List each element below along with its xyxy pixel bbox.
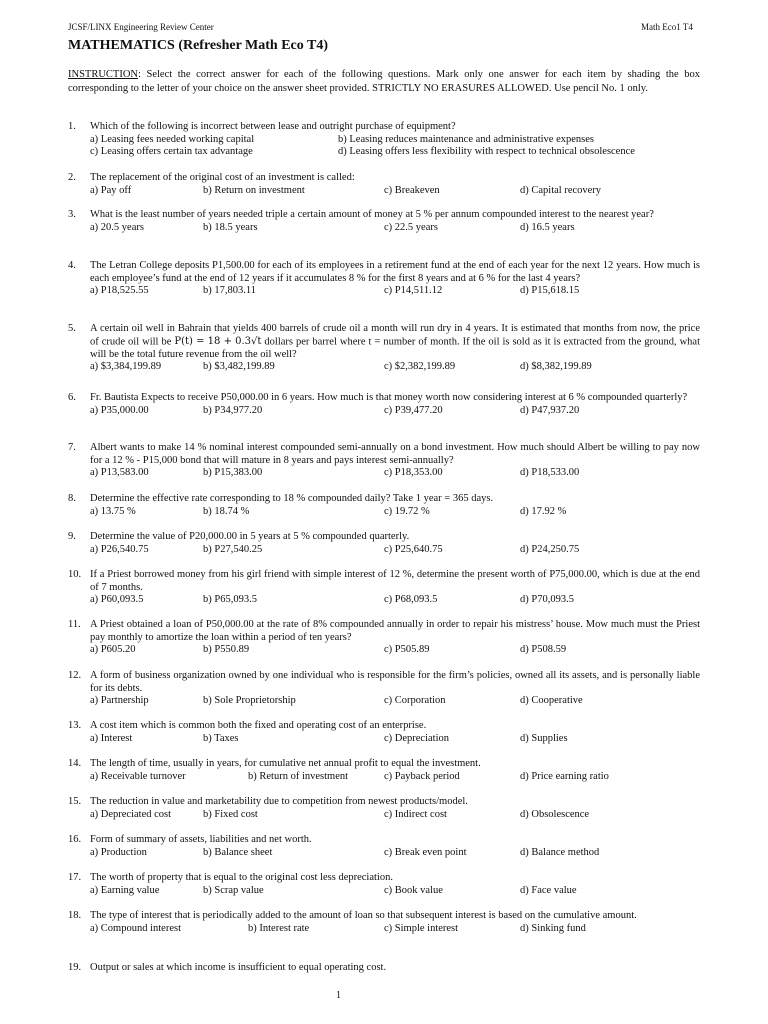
- option-c: c) 19.72 %: [384, 505, 430, 517]
- question-text: Albert wants to make 14 % nominal interest compounded semi-annually on a bond investment. How much should Albert be willing to pay now for a 12 % - P15,000 bond that will mature in 8 years and pays interest semi-annually?: [90, 442, 700, 466]
- question-text: The worth of property that is equal to the original cost less depreciation.: [90, 872, 393, 883]
- question-text: A form of business organization owned by one individual who is responsible for the firm’s policies, owned all its assets, and is personally liable for its debts.: [90, 670, 700, 694]
- question-number: 6.: [68, 392, 76, 403]
- question-2: [68, 172, 700, 197]
- question-number: 7.: [68, 442, 76, 453]
- option-d: d) Sinking fund: [520, 922, 586, 934]
- option-b: b) P34,977.20: [203, 404, 263, 416]
- question-number: 16.: [68, 834, 82, 845]
- option-c: c) 22.5 years: [384, 221, 438, 233]
- page-number: 1: [336, 990, 341, 1001]
- option-b: b) P550.89: [203, 644, 250, 655]
- option-d: d) Leasing offers less flexibility with respect to technical obsolescence: [338, 146, 635, 157]
- option-d: d) P70,093.5: [520, 594, 574, 605]
- question-text: The length of time, usually in years, for cumulative net annual profit to equal the investment.: [90, 758, 481, 769]
- question-14: [68, 758, 700, 783]
- option-c: c) P14,511.12: [384, 285, 443, 296]
- option-d: d) Cooperative: [520, 695, 583, 706]
- option-c: c) Breakeven: [384, 184, 440, 196]
- question-number: 8.: [68, 493, 76, 504]
- option-c: c) P505.89: [384, 644, 430, 655]
- question-text: The type of interest that is periodically added to the amount of loan so that subsequent interest is based on the cumulative amount.: [90, 910, 637, 921]
- question-text: Determine the value of P20,000.00 in 5 years at 5 % compounded quarterly.: [90, 531, 410, 542]
- question-number: 4.: [68, 260, 76, 271]
- option-a: a) P35,000.00: [90, 404, 149, 416]
- option-b: b) Return of investment: [248, 770, 349, 782]
- option-d: d) Face value: [520, 884, 577, 896]
- question-text: A certain oil well in Bahrain that yields 400 barrels of crude oil a month will run dry in 4 years. It is estimated that months from now, the price of crude oil will be P(t) = 18 + 0.3√t dollars per barrel where t = number of month. If the oil is sold as it is extracted from the ground, what will be the total future revenue from the oil well?: [90, 323, 701, 360]
- question-3: [68, 209, 700, 234]
- option-c: c) Book value: [384, 884, 443, 896]
- option-c: c) P68,093.5: [384, 594, 438, 605]
- question-number: 9.: [68, 531, 76, 542]
- question-text: The replacement of the original cost of an investment is called:: [90, 172, 355, 183]
- instruction-label: INSTRUCTION: [68, 69, 138, 80]
- option-b: b) P15,383.00: [203, 467, 263, 478]
- option-d: d) Balance method: [520, 846, 600, 858]
- question-number: 11.: [68, 619, 81, 630]
- option-b: b) Balance sheet: [203, 846, 273, 858]
- option-b: b) Return on investment: [203, 184, 305, 196]
- page-title: MATHEMATICS (Refresher Math Eco T4): [68, 38, 329, 53]
- question-18: [68, 910, 700, 935]
- option-b: b) Scrap value: [203, 884, 264, 896]
- question-text: A cost item which is common both the fixed and operating cost of an enterprise.: [90, 720, 427, 731]
- option-a: a) P60,093.5: [90, 594, 144, 605]
- option-a: a) P26,540.75: [90, 543, 149, 555]
- header-right: Math Eco1 T4: [641, 22, 693, 32]
- option-c: c) $2,382,199.89: [384, 361, 456, 373]
- option-a: a) Partnership: [90, 695, 149, 706]
- question-8: [68, 493, 700, 518]
- question-17: [68, 872, 700, 897]
- question-number: 10.: [68, 569, 82, 580]
- question-7: [68, 442, 700, 480]
- option-b: b) P65,093.5: [203, 594, 257, 605]
- question-16: [68, 834, 700, 859]
- option-c: c) Indirect cost: [384, 808, 447, 820]
- option-c: c) Break even point: [384, 846, 467, 858]
- option-a: a) Pay off: [90, 184, 132, 196]
- option-d: d) 16.5 years: [520, 221, 575, 233]
- question-text: The Letran College deposits P1,500.00 for each of its employees in a retirement fund at the end of each year for the next 12 years. How much is each employee’s fund at the end of 12 years if it accumulates 8 % for the first 8 years and at 6 % for the last 4 years?: [90, 260, 700, 284]
- option-d: d) P24,250.75: [520, 543, 580, 555]
- question-13: [68, 720, 700, 745]
- question-number: 13.: [68, 720, 82, 731]
- option-b: b) P27,540.25: [203, 543, 263, 555]
- option-a: a) P605.20: [90, 644, 136, 655]
- question-10: [68, 569, 700, 607]
- question-number: 5.: [68, 323, 76, 334]
- question-text: Which of the following is incorrect between lease and outright purchase of equipment?: [90, 121, 456, 132]
- option-b: b) Interest rate: [248, 922, 310, 934]
- option-b: b) 18.74 %: [203, 505, 250, 517]
- option-c: c) Simple interest: [384, 922, 459, 934]
- option-a: a) Depreciated cost: [90, 808, 172, 820]
- question-number: 18.: [68, 910, 82, 921]
- option-b: b) 18.5 years: [203, 221, 258, 233]
- option-a: a) Leasing fees needed working capital: [90, 133, 255, 145]
- question-text: The reduction in value and marketability due to competition from newest products/model.: [90, 796, 468, 807]
- question-text: Output or sales at which income is insufficient to equal operating cost.: [90, 962, 387, 973]
- option-d: d) $8,382,199.89: [520, 361, 592, 373]
- option-c: c) Payback period: [384, 770, 460, 782]
- question-number: 19.: [68, 962, 82, 973]
- question-19: [68, 962, 700, 975]
- option-b: b) $3,482,199.89: [203, 361, 275, 373]
- option-c: c) Corporation: [384, 695, 446, 706]
- option-d: d) Capital recovery: [520, 184, 602, 196]
- question-number: 14.: [68, 758, 82, 769]
- option-a: a) P18,525.55: [90, 285, 149, 296]
- option-d: d) P18,533.00: [520, 467, 580, 478]
- instruction-block: [68, 68, 700, 95]
- question-11: [68, 619, 700, 657]
- question-text: Form of summary of assets, liabilities and net worth.: [90, 834, 312, 845]
- option-b: b) Taxes: [203, 732, 239, 744]
- option-a: a) Earning value: [90, 884, 160, 896]
- option-d: d) Supplies: [520, 732, 568, 744]
- question-text: If a Priest borrowed money from his girl friend with simple interest of 12 %, determine the present worth of P75,000.00, which is due at the end of 7 months.: [90, 569, 700, 593]
- question-9: [68, 531, 700, 556]
- question-4: [68, 260, 700, 298]
- option-a: a) P13,583.00: [90, 467, 149, 478]
- option-b: b) Fixed cost: [203, 808, 258, 820]
- option-c: c) Leasing offers certain tax advantage: [90, 146, 253, 157]
- option-b: b) Sole Proprietorship: [203, 695, 296, 706]
- header-left: JCSF/LINX Engineering Review Center: [68, 22, 214, 32]
- question-number: 17.: [68, 872, 82, 883]
- question-number: 2.: [68, 172, 76, 183]
- option-a: a) Interest: [90, 732, 133, 744]
- option-c: c) P18,353.00: [384, 467, 443, 478]
- question-text: Fr. Bautista Expects to receive P50,000.00 in 6 years. How much is that money worth now considering interest at 6 % compounded quarterly?: [90, 392, 688, 403]
- question-text: What is the least number of years needed triple a certain amount of money at 5 % per annum compounded interest to the nearest year?: [90, 209, 654, 220]
- question-1: [68, 121, 700, 159]
- option-b: b) 17,803.11: [203, 285, 256, 296]
- question-6: [68, 392, 700, 417]
- question-text: A Priest obtained a loan of P50,000.00 at the rate of 8% compounded annually in order to repair his mistress’ house. Mow much must the Priest pay monthly to amortize the loan within a period of ten years?: [90, 619, 700, 643]
- option-d: d) Price earning ratio: [520, 770, 609, 782]
- option-a: a) 13.75 %: [90, 505, 136, 517]
- question-5: [68, 323, 700, 374]
- question-number: 15.: [68, 796, 82, 807]
- option-c: c) P25,640.75: [384, 543, 443, 555]
- question-number: 1.: [68, 121, 76, 132]
- option-c: c) Depreciation: [384, 732, 450, 744]
- option-d: d) 17.92 %: [520, 505, 567, 517]
- option-b: b) Leasing reduces maintenance and administrative expenses: [338, 133, 594, 145]
- option-a: a) Receivable turnover: [90, 770, 186, 782]
- option-a: a) 20.5 years: [90, 221, 144, 233]
- question-number: 3.: [68, 209, 76, 220]
- price-formula: P(t) = 18 + 0.3√t: [174, 335, 262, 347]
- option-d: d) P47,937.20: [520, 404, 580, 416]
- option-a: a) Compound interest: [90, 922, 181, 934]
- option-d: d) P508.59: [520, 644, 567, 655]
- question-number: 12.: [68, 670, 82, 681]
- question-text: Determine the effective rate corresponding to 18 % compounded daily? Take 1 year = 365 days.: [90, 493, 494, 504]
- option-d: d) Obsolescence: [520, 808, 590, 820]
- option-c: c) P39,477.20: [384, 404, 443, 416]
- option-d: d) P15,618.15: [520, 285, 580, 296]
- option-a: a) $3,384,199.89: [90, 361, 162, 373]
- question-15: [68, 796, 700, 821]
- option-a: a) Production: [90, 846, 147, 858]
- instruction-text: : Select the correct answer for each of the following questions. Mark only one answer for each item by shading the box corresponding to the letter of your choice on the answer sheet provided. STRICTLY NO ERASURES ALLOWED. Use pencil No. 1 only.: [68, 69, 700, 94]
- question-12: [68, 670, 700, 708]
